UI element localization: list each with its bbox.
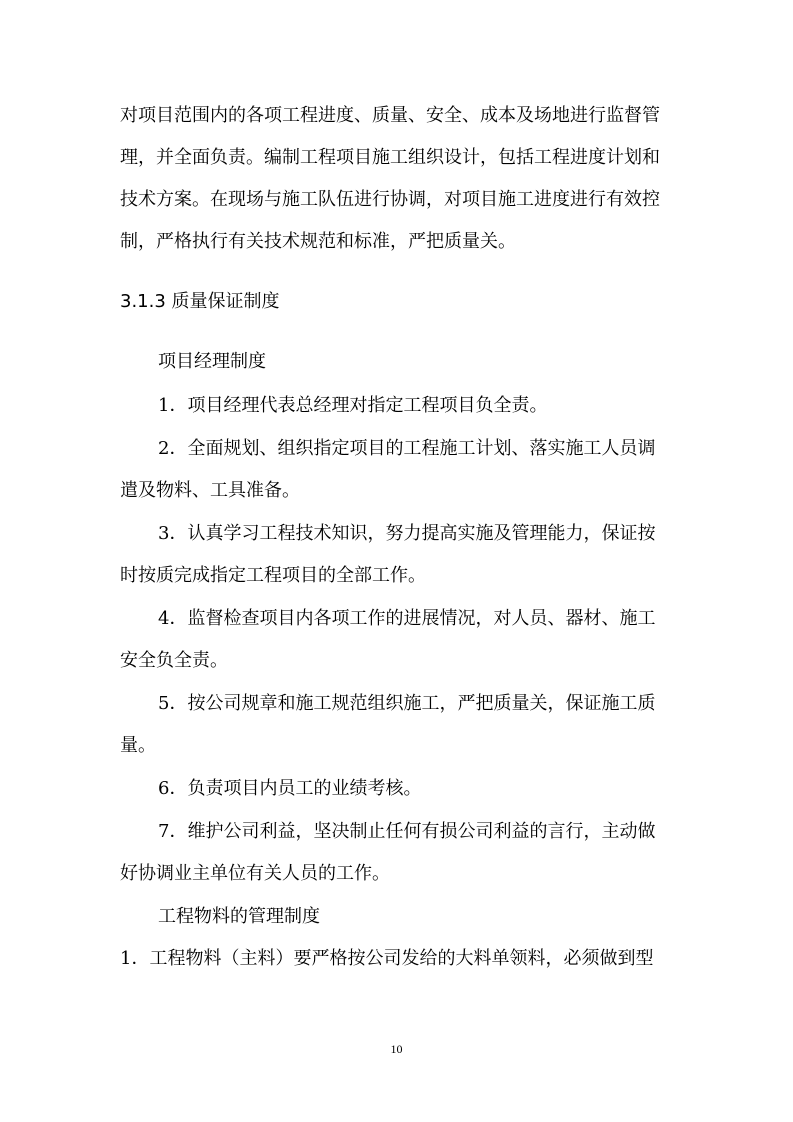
list-item: 1．项目经理代表总经理对指定工程项目负全责。 xyxy=(158,395,548,416)
list-item: 2．全面规划、组织指定项目的工程施工计划、落实施工人员调 xyxy=(158,438,656,459)
page-number: 10 xyxy=(390,1042,403,1056)
list-item-continuation: 遣及物料、工具准备。 xyxy=(120,480,300,501)
subsection-title: 工程物料的管理制度 xyxy=(158,906,320,927)
list-item-continuation: 时按质完成指定工程项目的全部工作。 xyxy=(120,565,426,586)
body-paragraph-line: 对项目范围内的各项工程进度、质量、安全、成本及场地进行监督管 xyxy=(120,105,660,126)
list-item-continuation: 安全负全责。 xyxy=(120,650,228,671)
body-paragraph-line: 制，严格执行有关技术规范和标准，严把质量关。 xyxy=(120,231,516,252)
list-item: 4．监督检查项目内各项工作的进展情况，对人员、器材、施工 xyxy=(158,608,656,629)
list-item: 5．按公司规章和施工规范组织施工，严把质量关，保证施工质 xyxy=(158,693,656,714)
list-item: 1．工程物料（主料）要严格按公司发给的大料单领料，必须做到型 xyxy=(120,948,654,969)
body-paragraph-line: 理，并全面负责。编制工程项目施工组织设计，包括工程进度计划和 xyxy=(120,147,660,168)
list-item-continuation: 量。 xyxy=(120,735,156,756)
list-item: 7．维护公司利益，坚决制止任何有损公司利益的言行，主动做 xyxy=(158,821,656,842)
list-item: 3．认真学习工程技术知识，努力提高实施及管理能力，保证按 xyxy=(158,523,656,544)
list-item: 6．负责项目内员工的业绩考核。 xyxy=(158,778,422,799)
list-item-continuation: 好协调业主单位有关人员的工作。 xyxy=(120,863,390,884)
section-heading: 3.1.3 质量保证制度 xyxy=(120,291,280,312)
body-paragraph-line: 技术方案。在现场与施工队伍进行协调，对项目施工进度进行有效控 xyxy=(120,189,660,210)
subsection-title: 项目经理制度 xyxy=(158,351,266,372)
